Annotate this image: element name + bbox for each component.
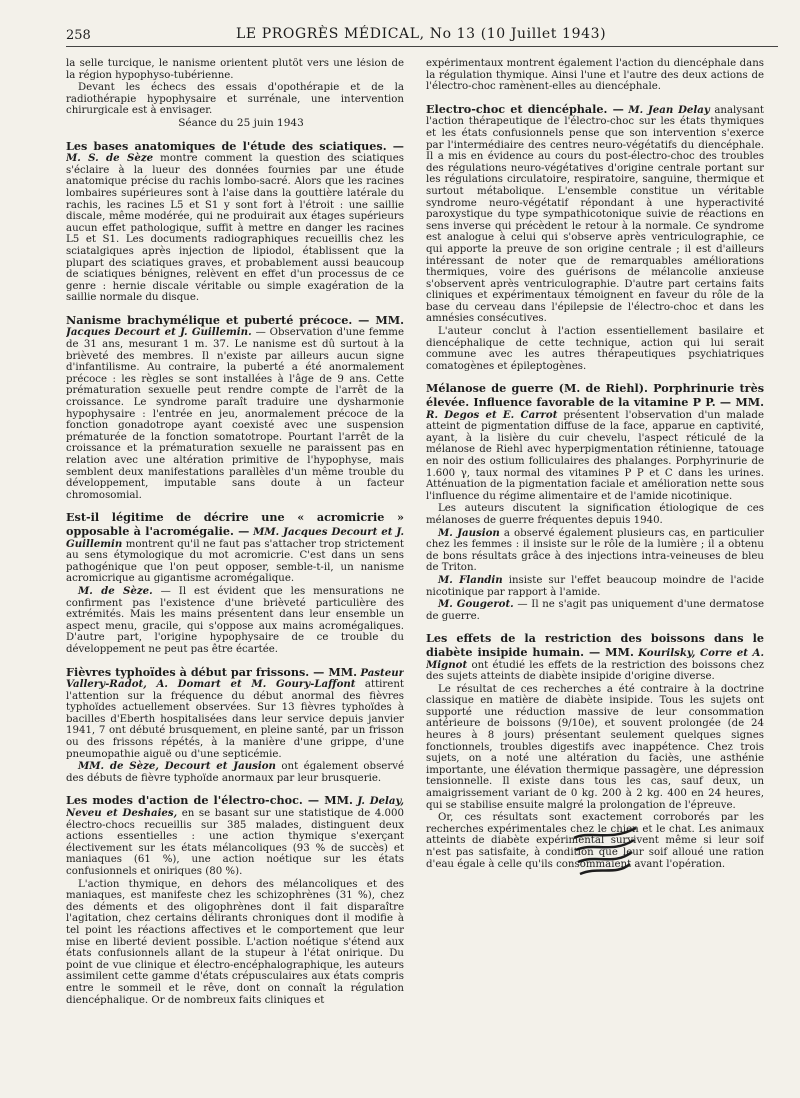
- article-title: Mélanose de guerre (M. de Riehl). Porphrinurie très élevée. Influence favorable de la vitamine P P. — MM.: [426, 381, 764, 410]
- article-title: Les effets de la restriction des boissons dans le diabète insipide humain. — MM.: [426, 631, 764, 659]
- article-fievres-typhoides: [66, 666, 404, 785]
- intro-paragraph: la selle turcique, le nanisme orientent plutôt vers une lésion de la région hypophyso-tubérienne.: [66, 58, 404, 81]
- article-body: montrent qu'il ne faut pas s'attacher trop strictement au sens étymologique du mot acromicrie. C'est dans un sens pathogénique que l'on peut opposer, semble-t-il, un nanisme acromicrique au gigantisme acromégalique.: [66, 538, 404, 585]
- article-text: [66, 140, 404, 304]
- left-column: [66, 58, 404, 1088]
- discussion-paragraph: [426, 575, 764, 598]
- discussion-body: a observé également plusieurs cas, en particulier chez les femmes : il insiste sur le rôle de la lumière ; il a obtenu de bons résultats grâce à des injections intra-veineuses de bleu de Triton.: [426, 527, 764, 574]
- discussion-body: — Il est évident que les mensurations ne confirment pas l'existence d'une brièveté particulière des extrémités. Mais les mains présentent dans leur ensemble un aspect menu, gracile, qui s'oppose aux mains acromégaliques. D'autre part, l'origine hypophysaire de ce trouble du développement ne peut pas être écartée.: [66, 585, 404, 655]
- intro-paragraph: Devant les échecs des essais d'opothérapie et de la radiothérapie hypophysaire et surrénale, une intervention chirurgicale est à envisager.: [66, 82, 404, 117]
- article-authors: MM. Jacques Decourt et J. Guillemin: [66, 525, 404, 550]
- article-text: [426, 103, 764, 325]
- article-authors: J. Delay, Neveu et Deshaies,: [66, 795, 404, 820]
- article-text: [426, 382, 764, 502]
- article-body: analysant l'action thérapeutique de l'électro-choc sur les états thymiques et les états confusionnels pense que son intervention s'exerce par l'intermédiaire des centres neuro-végétatifs du diencéphale. Il a mis en évidence au cours du post-électro-choc des troubles des régulations neuro-végétatives d'origine centrale portant sur les régulations circulatoire, respiratoire, sanguine, thermique et surtout métabolique. L'ensemble constitue un véritable syndrome neuro-végétatif répondant à une hyperactivité paroxystique du type sympathicotonique suivie de réactions en sens inverse qui précèdent le retour à la normale. Ce syndrome est analogue à celui qui s'observe après ventriculographie, ce qui apporte la preuve de son origine centrale ; il est d'ailleurs intéressant de noter que de remarquables améliorations thermiques, voire des guérisons de mélancolie anxieuse s'observent après ventriculographie. D'autre part certains faits cliniques et expérimentaux témoignent en faveur du rôle de la base du cerveau dans l'épilepsie de l'électro-choc et dans les amnésies consécutives.: [426, 104, 764, 325]
- article-title: Electro-choc et diencéphale. —: [426, 101, 624, 116]
- article-title: Les modes d'action de l'électro-choc. — MM.: [66, 793, 353, 808]
- page-header: [66, 26, 778, 47]
- article-nanisme: [66, 314, 404, 502]
- article-title: Fièvres typhoïdes à début par frissons. — MM.: [66, 664, 357, 679]
- article-acromicrie: [66, 511, 404, 655]
- page-number: 258: [66, 28, 91, 43]
- article-body: présentent l'observation d'un malade atteint de pigmentation diffuse de la face, apparue en captivité, ayant, à la lisière du cuir chevelu, l'aspect réticulé de la mélanose de Riehl avec hyperpigmentation rétinienne, tatouage en noir des ostium folliculaires des phalanges. Porphyrinurie de 1.600 γ, taux normal des vitamines P P et C dans les urines. Atténuation de la pigmentation faciale et amélioration nette sous l'influence du régime alimentaire et de l'amide nicotinique.: [426, 409, 764, 502]
- article-body: en se basant sur une statistique de 4.000 électro-chocs recueillis sur 385 malades, distinguent deux actions essentielles : une action thymique s'exerçant électivement sur les états mélancoliques (93 % de succès) et maniaques (61 %), une action noétique sur les états confusionnels et oniriques (80 %).: [66, 808, 404, 877]
- article-body: montre comment la question des sciatiques s'éclaire à la lueur des données fournies par une étude anatomique précise du rachis lombo-sacré. Alors que les racines lombaires supérieures sont à l'aise dans la gouttière latérale du rachis, les racines L5 et S1 y sont fort à l'étroit : une saillie discale, même modérée, qui ne produirait aux étages supérieurs aucun effet pathologique, suffit à mettre en danger les racines L5 et S1. Les documents radiographiques recueillis chez les sciatalgiques après injection de lipiodol, établissent que la plupart des sciatiques graves, et probablement aussi beaucoup de sciatiques bénignes, relèvent en effet d'un processus de ce genre : hernie discale véritable ou simple exagération de la saillie normale du disque.: [66, 153, 404, 304]
- article-electro-choc-modes: [66, 794, 404, 1006]
- article-text: [66, 794, 404, 877]
- right-column: [426, 58, 764, 1088]
- article-text: [426, 632, 764, 682]
- article-text: [66, 511, 404, 585]
- article-sciatiques: [66, 140, 404, 304]
- article-authors: Jacques Decourt et J. Guillemin.: [66, 326, 252, 339]
- end-of-text-flourish-icon: [570, 820, 640, 880]
- article-title: Les bases anatomiques de l'étude des sciatiques. —: [66, 138, 404, 153]
- discussion-author: M. Jausion: [438, 526, 500, 539]
- session-date: Séance du 25 juin 1943: [178, 116, 304, 129]
- article-paragraph: Or, ces résultats sont exactement corroborés par les recherches expérimentales chez le chien et le chat. Les animaux atteints de diabète expérimental survivent même si leur soif n'est pas satisfaite, à condition que leur soif alloué une ration d'eau égale à celle qu'ils consommaient avant l'opération.: [426, 812, 764, 870]
- article-paragraph: L'auteur conclut à l'action essentiellement basilaire et diencéphalique de cette technique, action qui lui serait commune avec les autres thérapeutiques psychiatriques comatogènes et épileptogènes.: [426, 326, 764, 372]
- article-text: [66, 666, 404, 761]
- running-title: LE PROGRÈS MÉDICAL, No 13 (10 Juillet 1943): [236, 26, 607, 42]
- discussion-author: MM. de Sèze, Decourt et Jausion: [78, 760, 276, 773]
- discussion-paragraph: [66, 761, 404, 784]
- article-paragraph: Les auteurs discutent la signification étiologique de ces mélanoses de guerre fréquentes depuis 1940.: [426, 503, 764, 526]
- article-body: ont étudié les effets de la restriction des boissons chez des sujets atteints de diabète insipide d'origine diverse.: [426, 659, 764, 683]
- article-melanose: [426, 382, 764, 622]
- discussion-paragraph: [426, 599, 764, 622]
- discussion-paragraph: [426, 528, 764, 574]
- article-authors: M. Jean Delay: [628, 103, 710, 116]
- article-authors: M. S. de Sèze: [66, 152, 154, 165]
- discussion-body: insiste sur l'effet beaucoup moindre de l'acide nicotinique par rapport à l'amide.: [426, 574, 764, 598]
- article-body: attirent l'attention sur la fréquence du début anormal des fièvres typhoïdes actuellement observées. Sur 13 fièvres typhoïdes à bacilles d'Eberth hospitalisées dans leur service depuis janvier 1941, 7 ont débuté brusquement, en pleine santé, par un frisson ou des frissons répétés, à la manière d'une grippe, d'une pneumopathie aiguë ou d'une septicémie.: [66, 679, 404, 760]
- article-paragraph: L'action thymique, en dehors des mélancoliques et des maniaques, est manifeste chez les schizophrènes (31 %), chez des déments et des oligophrènes dont il fait disparaître l'agitation, chez certains délirants chroniques dont il modifie à tel point les réactions affectives et le comportement que leur mise en liberté devient possible. L'action noétique s'étend aux états confusionnels allant de la stupeur à l'état onirique. Du point de vue clinique et électro-encéphalographique, les auteurs assimilent cette gamme d'états crépusculaires aux états compris entre le sommeil et le rêve, dont on connaît la régulation diencéphalique. Or de nombreux faits cliniques et: [66, 878, 404, 1006]
- article-electro-choc-diencephale: [426, 103, 764, 373]
- article-authors: Pasteur Vallery-Radot, A. Domart et M. Goury-Laffont: [66, 666, 404, 691]
- article-authors: Kourilsky, Corre et A. Mignot: [426, 646, 764, 671]
- continued-paragraph: expérimentaux montrent également l'action du diencéphale dans la régulation thymique. Ainsi l'une et l'autre des deux actions de l'électro-choc ramènent-elles au diencéphale.: [426, 58, 764, 93]
- article-body: — Observation d'une femme de 31 ans, mesurant 1 m. 37. Le nanisme est dû surtout à la brièveté des membres. Il n'existe par ailleurs aucun signe d'infantilisme. Au contraire, la puberté a été anormalement précoce : les règles se sont installées à l'âge de 9 ans. Cette prématuration sexuelle peut rendre compte de l'arrêt de la croissance. Le syndrome paraît traduire une dysharmonie hypophysaire : l'entrée en jeu, anormalement précoce de la fonction gonadotrope ayant coexisté avec une suspension prématurée de la fonction somatotrope. Pourtant l'arrêt de la croissance et la prématuration sexuelle ne paraissent pas en relation avec une altération primitive de l'hypophyse, mais semblent deux manifestations parallèles d'un même trouble du développement, imputable sans doute à un facteur chromosomial.: [66, 327, 404, 501]
- discussion-paragraph: [66, 586, 404, 656]
- discussion-body: — Il ne s'agit pas uniquement d'une dermatose de guerre.: [426, 599, 764, 622]
- discussion-body: ont également observé des débuts de fièvre typhoïde anormaux par leur brusquerie.: [66, 761, 404, 784]
- article-title: Nanisme brachymélique et puberté précoce. — MM.: [66, 312, 404, 327]
- article-paragraph: Le résultat de ces recherches a été contraire à la doctrine classique en matière de diabète insipide. Tous les sujets ont supporté une réduction massive de leur consommation antérieure de boissons (9/10e), et souvent prolongée (de 24 heures à 8 jours) présentant seulement quelques signes fonctionnels, troubles digestifs avec inappétence. Chez trois sujets, on a noté une altération du faciès, une asthénie importante, une élévation thermique passagère, une dépression tensionnelle. Il existe dans tous les cas, sauf deux, un amaigrissement variant de 0 kg. 200 à 2 kg. 400 en 24 heures, qui se stabilise ensuite malgré la prolongation de l'épreuve.: [426, 683, 764, 811]
- discussion-author: M. Gougerot.: [438, 598, 514, 611]
- article-authors: R. Degos et E. Carrot: [426, 408, 558, 421]
- discussion-author: M. de Sèze.: [78, 584, 153, 597]
- article-title: Est-il légitime de décrire une « acromicrie » opposable à l'acromégalie. —: [66, 510, 404, 538]
- discussion-author: M. Flandin: [438, 573, 503, 586]
- article-text: [66, 314, 404, 502]
